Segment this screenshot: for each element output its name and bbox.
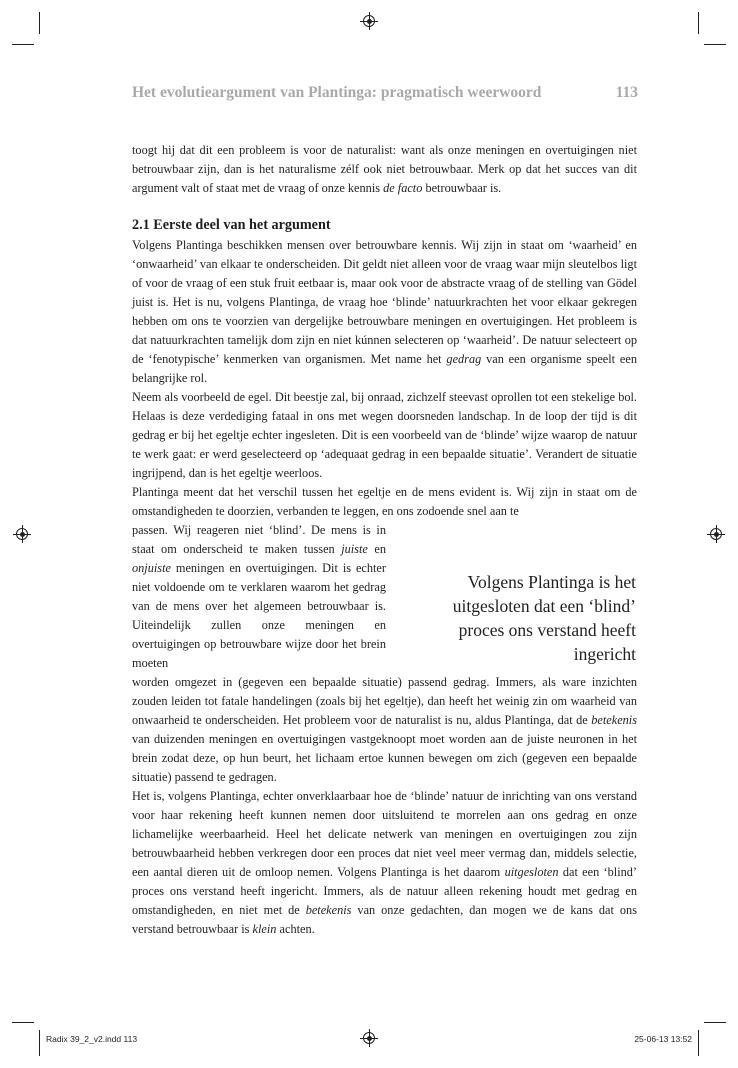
crop-mark <box>704 44 726 45</box>
slug-date: 25-06-13 13:52 <box>634 1034 692 1044</box>
intro-paragraph <box>132 141 637 198</box>
paragraph-emphasis: uitgesloten <box>504 865 559 879</box>
intro-emphasis: de facto <box>383 181 423 195</box>
running-head <box>132 84 640 106</box>
paragraph-text: en <box>367 542 386 556</box>
crop-mark <box>704 1022 726 1023</box>
slug-file: Radix 39_2_v2.indd 113 <box>46 1034 138 1044</box>
paragraph-text: van onze gedachten, dan mogen we de kans dat ons verstand betrouwbaar is <box>132 903 637 936</box>
registration-mark-icon <box>16 528 28 540</box>
paragraph-3-rest <box>132 673 637 787</box>
paragraph-text: achten. <box>276 922 315 936</box>
paragraph-emphasis: klein <box>252 922 277 936</box>
registration-mark-icon <box>363 1032 375 1044</box>
registration-mark-icon <box>363 15 375 27</box>
paragraph-emphasis: betekenis <box>591 713 637 727</box>
paragraph-emphasis: juiste <box>341 542 368 556</box>
page-number: 113 <box>615 84 638 101</box>
intro-text: toogt hij dat dit een probleem is voor de naturalist: want als onze meningen en overtuigingen niet betrouwbaar zijn, dan is het naturalisme zélf ook niet betrouwbaar. Merk op dat het succes van dit argument valt of staat met de vraag of onze kennis <box>132 143 637 195</box>
crop-mark <box>698 1030 699 1056</box>
paragraph-3-full: Plantinga meent dat het verschil tussen het egeltje en de mens evident is. Wij zijn in staat om de omstandigheden te doorzien, verbanden te leggen, en ons zodoende snel aan te <box>132 485 637 518</box>
paragraph-text: Het is, volgens Plantinga, echter onverklaarbaar hoe de ‘blinde’ natuur de inrichting van ons verstand voor haar rekening heeft kunnen nemen door uitsluitend te morrelen aan ons gedrag en onze lichamelijke weerbaarheid. Heel het delicate netwerk van meningen en overtuigingen zou zijn betrouwbaarheid hebben verkregen door een proces dat niet veel meer vermag dan, middels selectie, een aantal dieren uit de omloop nemen. Volgens Plantinga is het daarom <box>132 789 637 879</box>
paragraph-emphasis: gedrag <box>446 352 482 366</box>
paragraph-text: meningen en overtuigingen. Dit is echter niet voldoende om te verklaren waarom het gedrag van de mens over het algemeen betrouwbaar is. Uiteindelijk zullen onze meningen en overtuigingen op betrouwbare wijze door het brein moeten <box>132 561 386 670</box>
paragraph-text: van een organisme speelt een belangrijke rol. <box>132 352 637 385</box>
crop-mark <box>39 1030 40 1056</box>
crop-mark <box>698 12 699 34</box>
paragraph-text: worden omgezet in (gegeven een bepaalde situatie) passend gedrag. Immers, als ware inzichten zouden leiden tot fatale handelingen (zoals bij het egeltje), dan heeft het weinig zin om waarheid van onwaarheid te onderscheiden. Het probleem voor de naturalist is nu, aldus Plantinga, dat de <box>132 675 637 727</box>
section-heading: 2.1 Eerste deel van het argument <box>132 217 331 233</box>
paragraph-4 <box>132 787 637 939</box>
crop-mark <box>12 44 34 45</box>
paragraph-2: Neem als voorbeeld de egel. Dit beestje zal, bij onraad, zichzelf steevast oprollen tot een stekelige bol. Helaas is deze verdediging fataal in ons met wegen doorsneden landschap. In de loop der tijd is dit gedrag er bij het egeltje echter ingesleten. Dit is een voorbeeld van de ‘blinde’ wijze waarop de natuur te werk gaat: er werd geselecteerd op ‘adequaat gedrag in een bepaalde situatie’. Verandert de situatie ingrijpend, dan is het egeltje weerloos. <box>132 390 637 480</box>
paragraph-text: Volgens Plantinga beschikken mensen over betrouwbare kennis. Wij zijn in staat om ‘waarheid’ en ‘onwaarheid’ van elkaar te onderscheiden. Dit geldt niet alleen voor de vraag waar mijn sleutelbos ligt of voor de vraag of een stuk fruit eetbaar is, maar ook voor de abstracte vraag of de stelling van Gödel juist is. Het is nu, volgens Plantinga, de vraag hoe ‘blinde’ natuurkrachten het voor elkaar gekregen hebben om ons te voorzien van dergelijke betrouwbare meningen en overtuigingen. Het probleem is dat natuurkrachten tamelijk dom zijn en niet kúnnen selecteren op ‘waarheid’. De natuur selecteert op de ‘fenotypische’ kenmerken van organismen. Met name het <box>132 238 637 366</box>
pull-quote: Volgens Plantinga is het uitgesloten dat een ‘blind’ proces ons verstand heeft ingericht <box>452 572 636 664</box>
paragraph-text: passen. Wij reageren niet ‘blind’. De mens is in staat om onderscheid te maken tussen <box>132 523 386 556</box>
paragraph-emphasis: betekenis <box>305 903 352 917</box>
paragraph-text: van duizenden meningen en overtuigingen vastgeknoopt moet worden aan de juiste neuronen in het brein zodat deze, op hun beurt, het lichaam ertoe kunnen bewegen om zich (gegeven een bepaalde situatie) passend te gedragen. <box>132 732 637 784</box>
running-head-title: Het evolutieargument van Plantinga: pragmatisch weerwoord <box>132 84 542 101</box>
crop-mark <box>12 1022 34 1023</box>
paragraph-3-narrow <box>132 521 386 673</box>
intro-text: betrouwbaar is. <box>422 181 502 195</box>
registration-mark-icon <box>710 528 722 540</box>
paragraph-emphasis: onjuiste <box>132 561 171 575</box>
crop-mark <box>39 12 40 34</box>
paragraph-text: dat een ‘blind’ proces ons verstand heeft ingericht. Immers, als de natuur alleen rekening houdt met gedrag en omstandigheden, en niet met de <box>132 865 638 917</box>
paragraph-1 <box>132 236 637 388</box>
